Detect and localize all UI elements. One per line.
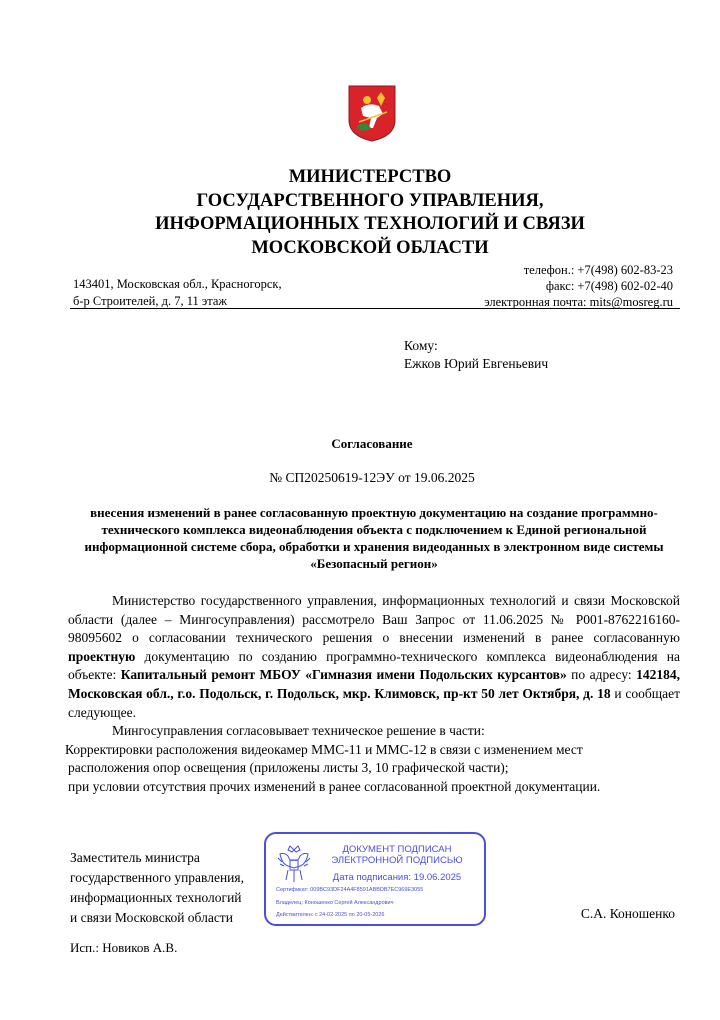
electronic-signature-stamp [264,832,486,926]
object-address: 142184, Московская обл., г.о. Подольск, г. Подольск, мкр. Климовск, пр-кт 50 лет Октября, д. 18 [68,667,681,701]
document-number: № СП20250619-12ЭУ от 19.06.2025 [269,470,475,485]
body-paragraph-main [68,592,680,722]
recipient-name: Ежков Юрий Евгеньевич [404,356,549,371]
position-line: и связи Московской области [70,910,233,925]
body-text-bold: проектную [68,648,136,664]
stamp-heading [316,844,478,866]
executor: Исп.: Новиков А.В. [70,940,178,955]
ministry-address [73,276,282,310]
ministry-line: МОСКОВСКОЙ ОБЛАСТИ [251,237,489,258]
recipient-label: Кому: [404,338,438,353]
ministry-line: ИНФОРМАЦИОННЫХ ТЕХНОЛОГИЙ И СВЯЗИ [155,214,585,234]
position-line: информационных технологий [70,890,242,905]
body-text: Министерство государственного управления, информационных технологий и связи Московской области (далее – Мингосуправления) рассмотрело Ваш Запрос от 11.06.2025 № Р001-8762216160-98095602 о согласовании технического решения о внесении изменений в ранее согласованную [68,593,680,646]
body-paragraph-approval: Мингосуправления согласовывает техническое решение в части: [112,723,485,739]
document-subject: внесения изменений в ранее согласованную проектную документацию на создание программно-технического комплекса видеонаблюдения объекта с подключением к Единой региональной информационной системе сбора, обработки и хранения видеоданных в электронном виде системы «Безопасный регион» [84,505,664,571]
body-text: по адресу: [566,667,637,683]
ministry-name [60,166,680,260]
address-line: б-р Строителей, д. 7, 11 этаж [73,294,228,308]
ministry-line: МИНИСТЕРСТВО [288,167,452,187]
recipient-block [404,337,548,373]
stamp-certificate: Сертификат: 009BC93DF24A4F8591ABBDB7EC969E3055 [276,887,424,893]
body-line: расположения опор освещения (приложены листы 3, 10 графической части); [68,760,509,776]
body-line: при условии отсутствия прочих изменений в ранее согласованной проектной документации. [68,778,601,794]
position-line: Заместитель министра [70,850,200,865]
contact-phone: телефон.: +7(498) 602-83-23 [523,263,673,277]
address-line: 143401, Московская обл., Красногорск, [73,277,282,291]
body-text: и сообщает следующее. [68,685,680,720]
stamp-validity: Действителен: с 24-02-2025 по 20-05-2026 [276,912,385,918]
document-title: Согласование [331,436,413,451]
stamp-line: ЭЛЕКТРОННОЙ ПОДПИСЬЮ [331,855,463,866]
signatory-name: С.А. Коношенко [580,906,675,921]
document-body [65,592,681,797]
body-line: Корректировки расположения видеокамер ММС-11 и ММС-12 в связи с изменением мест [65,741,583,757]
body-text: документацию по созданию программно-технического комплекса видеонаблюдения на объекте: [68,648,680,683]
ministry-contacts [484,262,673,310]
contact-fax: факс: +7(498) 602-02-40 [545,279,673,293]
contact-email: электронная почта: mits@mosreg.ru [484,295,673,309]
header-divider [70,308,680,309]
stamp-line: ДОКУМЕНТ ПОДПИСАН [342,844,452,855]
moscow-oblast-coat-of-arms-icon [347,84,397,142]
position-line: государственного управления, [70,870,244,885]
stamp-date: Дата подписания: 19.06.2025 [332,872,462,883]
ministry-line: ГОСУДАРСТВЕННОГО УПРАВЛЕНИЯ, [196,190,544,211]
object-name: Капитальный ремонт МБОУ «Гимназия имени Подольских курсантов» [120,667,567,683]
double-headed-eagle-icon [276,844,312,884]
signatory-position [70,848,244,928]
stamp-owner: Владелец: Коношенко Сергей Александрович [276,900,394,906]
